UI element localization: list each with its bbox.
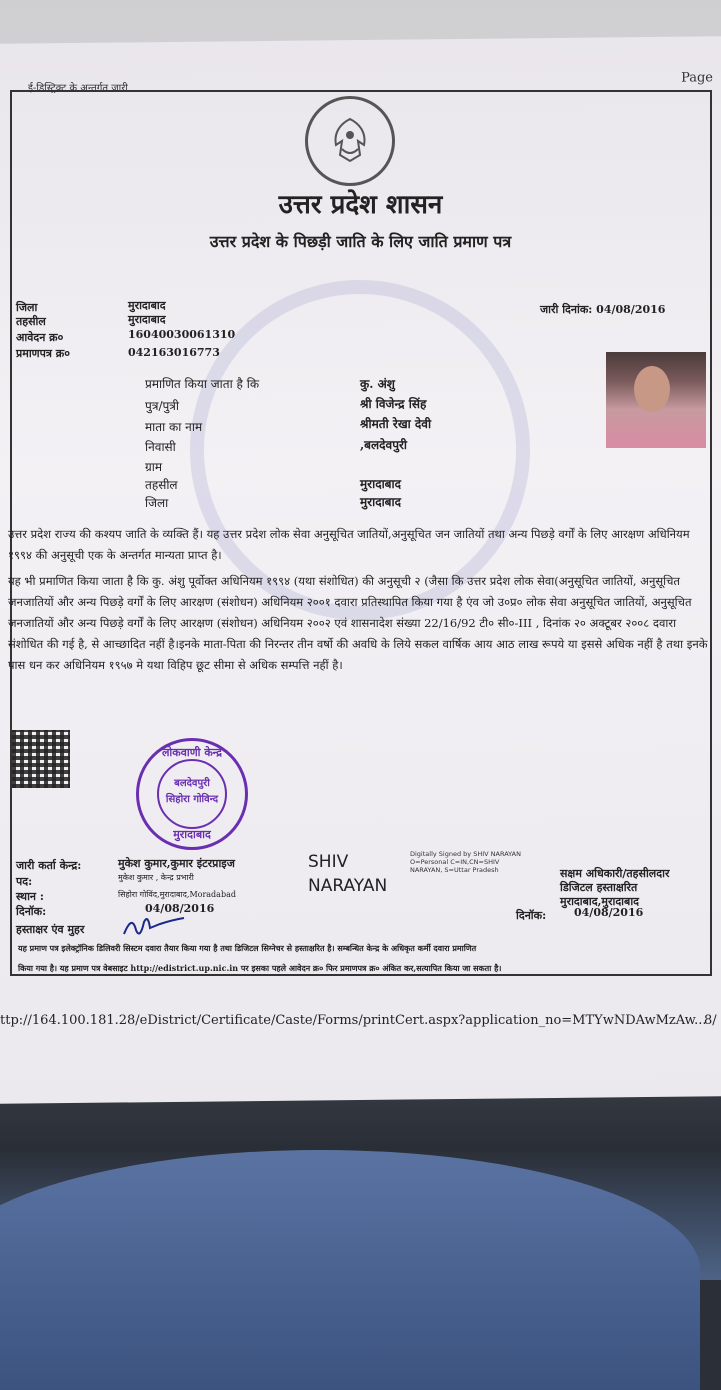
authority-place: मुरादाबाद,मुरादाबाद xyxy=(560,895,640,908)
page-number: 8/ xyxy=(704,1013,717,1028)
detail-value-name: कु. अंशु xyxy=(360,377,395,391)
meta-value-certificate: 042163016773 xyxy=(128,346,220,359)
stamp-line1: बलदेवपुरी xyxy=(174,778,210,789)
detail-label: पुत्र/पुत्री xyxy=(145,399,180,413)
date-label: दिनॉक: xyxy=(16,905,47,918)
stamp-line2: सिहोरा गोविन्द xyxy=(165,794,219,805)
authority-date: 04/08/2016 xyxy=(574,906,644,919)
detail-value-tehsil: मुरादाबाद xyxy=(360,477,402,491)
authority-date-label: दिनॉक: xyxy=(516,909,547,922)
top-note: ई-डिस्ट्रिक्ट के अन्तर्गत जारी xyxy=(28,83,128,94)
detail-label: माता का नाम xyxy=(145,420,203,434)
detail-value-district: मुरादाबाद xyxy=(360,495,402,509)
issue-date: जारी दिनांक: 04/08/2016 xyxy=(540,303,666,316)
issuer-label: जारी कर्ता केन्द्र: xyxy=(16,859,82,872)
detail-label: प्रमाणित किया जाता है कि xyxy=(145,377,260,391)
footer-note-line2: किया गया है। यह प्रमाण पत्र वेबसाइट http://edistrict.up.nic.in पर इसका पहले आवेदन क्र० फिर प्रमाणपत्र क्र० अंकित कर,सत्यापित किया जा सकता है। xyxy=(18,963,502,973)
meta-label-tehsil: तहसील xyxy=(16,315,46,328)
stamp-top-text: लोकवाणी केन्द्र xyxy=(161,746,223,759)
office-stamp xyxy=(136,738,248,850)
detail-label: ग्राम xyxy=(145,460,163,474)
authority-title: सक्षम अधिकारी/तहसीलदार xyxy=(560,867,670,880)
detail-value-mother: श्रीमती रेखा देवी xyxy=(360,417,432,431)
meta-label-certificate: प्रमाणपत्र क्र० xyxy=(16,347,70,360)
page-title: उत्तर प्रदेश शासन xyxy=(278,190,443,220)
meta-value-application: 16040030061310 xyxy=(128,328,236,341)
paragraph-certification: यह भी प्रमाणित किया जाता है कि कु. अंशु पूर्वोक्त अधिनियम १९९४ (यथा संशोधित) की अनुसूची २ (जैसा कि उत्तर प्रदेश लोक सेवा(अनुसूचित जातियों, अनुसूचित जनजातियों और अन्य पिछड़े वर्गों के लिए आरक्षण (संशोधन) अधिनियम २००१ दवारा प्रतिस्थापित किया गया है एंव जो उ०प्र० लोक सेवा अनुसूचित जातियों, अनुसूचित जनजातियों और अन्य पिछड़े वर्गों के लिए आरक्षण (संशोधन) अधिनियम २००२ एवं शासनादेश संख्या 22/16/92 टी० सी०-III , दिनांक २० अक्टूबर २००८ दवारा संशोधित की गई है, से आच्छादित नहीं है।इनके माता-पिता की निरन्तर तीन वर्षो की अवधि के लिये सकल वार्षिक आय आठ लाख रूपये या इससे अधिक नहीं है तथा इनके पास धन कर अधिनियम १९५७ मे यथा विहिप छूट सीमा से अधिक सम्पत्ति नहीं है। xyxy=(8,574,708,672)
paragraph-caste: उत्तर प्रदेश राज्य की कश्यप जाति के व्यक्ति हैं। यह उत्तर प्रदेश लोक सेवा अनुसूचित जातियों,अनुसूचित जन जातियों तथा अन्य पिछड़े वर्गों के लिए आरक्षण अधिनियम १९९४ की अनुसूची एक के अन्तर्गत मान्यता प्राप्त है। xyxy=(8,527,690,562)
date-value: 04/08/2016 xyxy=(145,902,215,915)
applicant-photo xyxy=(606,352,706,448)
detail-label: निवासी xyxy=(145,440,176,454)
meta-label-district: जिला xyxy=(16,301,38,314)
page-label: Page xyxy=(681,70,713,86)
place-value: सिहोरा गोविंद,मुरादाबाद,Moradabad xyxy=(118,890,236,899)
qr-code-icon xyxy=(12,730,70,788)
issuer-value: मुकेश कुमार,कुमार इंटरप्राइज xyxy=(118,857,235,870)
footer-note-line1: यह प्रमाण पत्र इलेक्ट्रॉनिक डिलिवरी सिस्टम दवारा तैयार किया गया है तथा डिजिटल सिग्नेचर से हस्ताक्षरित है। सम्बन्धित केन्द्र के अधिकृत कर्मी दवारा प्रमाणित xyxy=(18,943,477,953)
digital-signer-name-line2: NARAYAN xyxy=(308,876,388,896)
signature-label: हस्ताक्षर एंव मुहर xyxy=(16,923,85,936)
place-label: स्थान : xyxy=(16,890,44,903)
detail-value-resident: ,बलदेवपुरी xyxy=(360,438,408,452)
meta-label-application: आवेदन क्र० xyxy=(16,331,64,344)
print-url: ttp://164.100.181.28/eDistrict/Certificate/Caste/Forms/printCert.aspx?application_no=MTYwNDAwMzAw... xyxy=(0,1013,707,1028)
detail-label: जिला xyxy=(145,496,169,510)
meta-value-tehsil: मुरादाबाद xyxy=(128,313,166,326)
detail-label: तहसील xyxy=(145,478,178,492)
digital-signer-name-line1: SHIV xyxy=(308,852,349,872)
authority-digital: डिजिटल हस्ताक्षरित xyxy=(560,881,638,894)
detail-value-father: श्री विजेन्द्र सिंह xyxy=(360,397,427,411)
digital-signature-details: Digitally Signed by SHIV NARAYAN O=Personal C=IN,CN=SHIV NARAYAN, S=Uttar Pradesh xyxy=(410,850,521,874)
certificate-subtitle: उत्तर प्रदेश के पिछड़ी जाति के लिए जाति प्रमाण पत्र xyxy=(209,232,512,251)
meta-value-district: मुरादाबाद xyxy=(128,299,166,312)
applicant-face xyxy=(634,366,670,412)
post-value: मुकेश कुमार , केन्द्र प्रभारी xyxy=(118,873,194,882)
state-emblem-icon xyxy=(305,96,395,186)
post-label: पद: xyxy=(16,875,33,888)
stamp-bottom-text: मुरादाबाद xyxy=(173,828,211,841)
